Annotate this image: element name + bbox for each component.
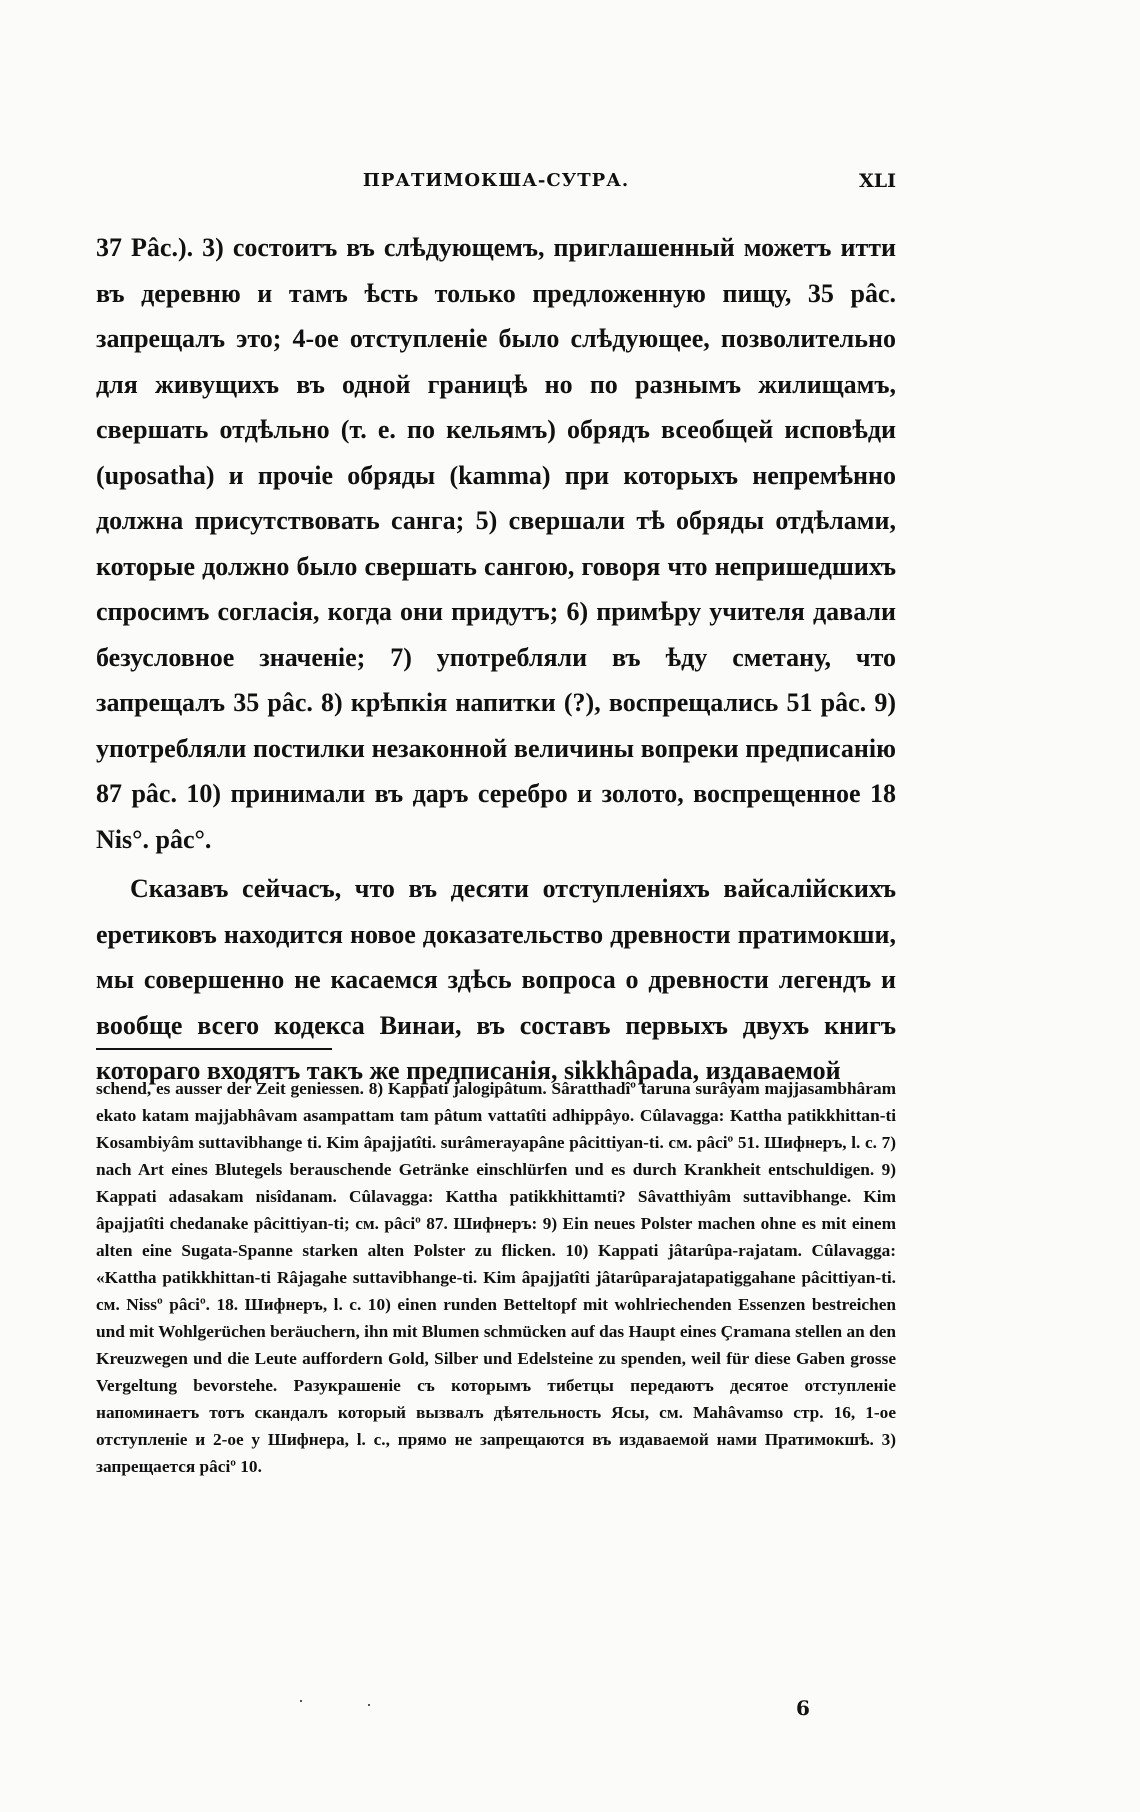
footnote-separator xyxy=(96,1048,332,1050)
page-number: XLI xyxy=(859,170,896,192)
running-title: ПРАТИМОКША-СУТРА. xyxy=(362,170,630,191)
print-speck xyxy=(300,1700,302,1702)
signature-mark: 6 xyxy=(796,1696,810,1720)
main-text xyxy=(96,225,896,1094)
print-speck xyxy=(368,1704,370,1706)
page-header xyxy=(96,170,896,200)
footnote-block xyxy=(96,1075,896,1480)
paragraph-2: Сказавъ сейчасъ, что въ десяти отступленіяхъ вайсалійскихъ еретиковъ находится новое доказательство древности пратимокши, мы совершенно не касаемся здѣсь вопроса о древности легендъ и вообще всего кодекса Винаи, въ составъ первыхъ двухъ книгъ котораго входятъ такъ же предписанія, sikkhâpada, издаваемой xyxy=(96,874,896,1085)
footnote-text: schend, es ausser der Zeit geniessen. 8) Kappati jalogipâtum. Sâratthadîº taruna surâyam majjasambhâram ekato katam majjabhâvam asampattam tam pâtum vattatîti adhippâyo. Cûlavagga: Kattha patikkhittan-ti Kosambiyâm suttavibhange ti. Kim âpajjatîti. surâmerayapâne pâcittiyan-ti. см. pâciº 51. Шифнеръ, l. c. 7) nach Art eines Blutegels berauschende Getränke einschlürfen und es durch Krankheit entschuldigen. 9) Kappati adasakam nisîdanam. Cûlavagga: Kattha patikkhittamti? Sâvatthiyâm suttavibhange. Kim âpajjatîti chedanake pâcittiyan-ti; см. pâciº 87. Шифнеръ: 9) Ein neues Polster machen ohne es mit einem alten eine Sugata-Spanne starken alten Polster zu flicken. 10) Kappati jâtarûpa-rajatam. Cûlavagga: «Kattha patikkhittan-ti Râjagahe suttavibhange-ti. Kim âpajjatîti jâtarûparajatapatiggahane pâcittiyan-ti. см. Nissº pâciº. 18. Шифнеръ, l. c. 10) einen runden Betteltopf mit wohlriechenden Essenzen bestreichen und mit Wohlgerüchen beräuchern, ihn mit Blumen schmücken auf das Haupt eines Çramana stellen an den Kreuzwegen und die Leute auffordern Gold, Silber und Edelsteine zu spenden, weil für diese Gaben grosse Vergeltung bevorstehe. Разукрашеніе съ которымъ тибетцы передаютъ десятое отступленіе напоминаетъ тотъ скандалъ который вызвалъ дѣятельность Ясы, см. Mahâvamso стр. 16, 1-ое отступленіе и 2-ое у Шифнера, l. c., прямо не запрещаются въ издаваемой нами Пратимокшѣ. 3) запрещается pâciº 10. xyxy=(96,1079,896,1476)
paragraph-1: 37 Pâc.). 3) состоитъ въ слѣдующемъ, приглашенный можетъ итти въ деревню и тамъ ѣсть только предложенную пищу, 35 pâc. запрещалъ это; 4-ое отступленіе было слѣдующее, позволительно для живущихъ въ одной границѣ но по разнымъ жилищамъ, свершать отдѣльно (т. е. по кельямъ) обрядъ всеобщей исповѣди (uposatha) и прочіе обряды (kamma) при которыхъ непремѣнно должна присутствовать санга; 5) свершали тѣ обряды отдѣлами, которые должно было свершать сангою, говоря что непришедшихъ спросимъ согласія, когда они придутъ; 6) примѣру учителя давали безусловное значеніе; 7) употребляли въ ѣду сметану, что запрещалъ 35 pâc. 8) крѣпкія напитки (?), воспрещались 51 pâc. 9) употребляли постилки незаконной величины вопреки предписанію 87 pâc. 10) принимали въ даръ серебро и золото, воспрещенное 18 Nis°. pâc°. xyxy=(96,233,896,854)
